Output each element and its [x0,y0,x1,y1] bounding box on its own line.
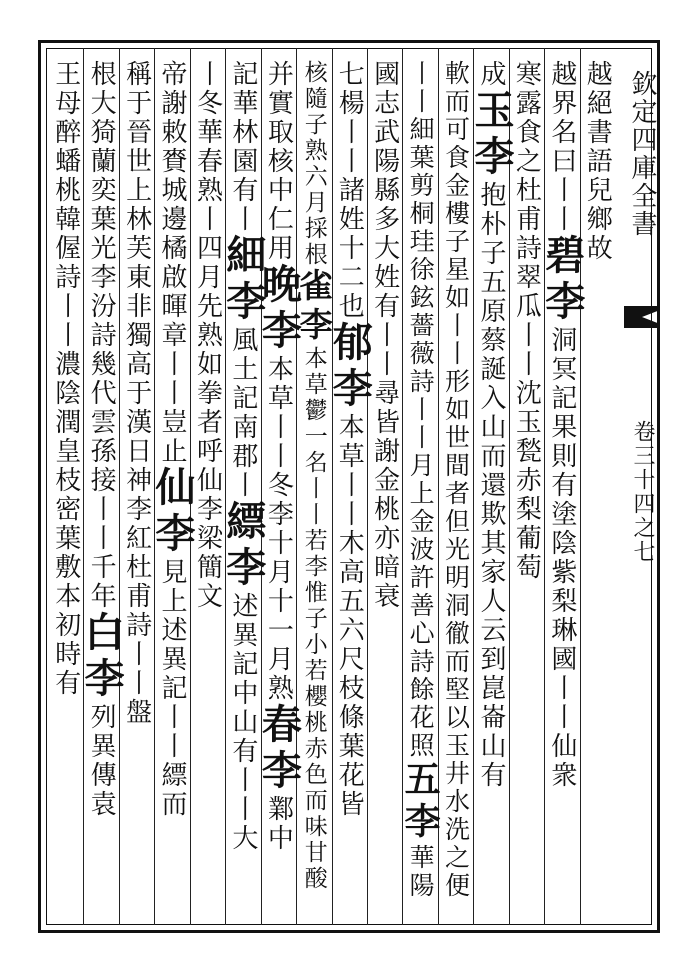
headword: 白李 [78,611,126,703]
column-text: 丨冬華春熟 [192,60,223,205]
volume-label: 卷三十四之七 [630,420,655,564]
column-text: 列異傳袁 [86,703,117,819]
column-text: 本草丨丨冬李十月十一月熟 [263,355,294,703]
headword: 春李 [255,703,303,795]
column-text: 核隨子熟六月採根 [300,60,327,268]
column-text: 本草丨丨木高五六尺枝條葉花皆 [334,413,365,819]
column-text: 述異記中山有丨丨大 [227,592,258,853]
column-text: 寒露 [511,60,542,118]
headword: 五李 [399,760,442,844]
text-column [149,60,197,920]
text-column [219,60,267,920]
text-column [326,60,374,920]
column-text: 成 [475,60,506,89]
headword: 玉李 [467,89,515,181]
margin-strip [624,40,660,933]
column-text: 王母醉蟠桃韓偓詩丨丨濃陰潤皇枝密葉敷 [50,60,81,582]
text-column [436,60,476,920]
column-text: 洞冥記果則有塗陰紫梨琳國丨丨仙衆 [546,326,577,790]
text-column [255,60,303,920]
column-text: 如拳者呼仙李梁簡文 [192,350,223,611]
text-column [117,60,157,920]
headword: 仙李 [149,466,197,558]
headword: 縹李 [219,500,267,592]
column-text: 軟而可食金樓子星如丨丨形如世間者但光明洞徹而堅以玉井水洗之便 [441,60,471,900]
column-text: 并實取核中仁用 [263,60,294,263]
text-column [78,60,126,920]
headword: 晚李 [255,263,303,355]
column-text: 食之杜甫詩翠瓜丨丨沈玉甃赤梨葡萄 [511,118,542,582]
text-column [400,60,440,920]
column-text: 國志武陽縣多大姓有丨丨尋皆謝金桃亦暗衰 [369,60,400,611]
column-text: 本草鬱一名丨丨若李惟子小若櫻桃赤色而味甘酸 [300,346,327,892]
column-text: 本初時有 [50,582,81,698]
column-text: 越界名曰丨丨 [546,60,577,234]
column-text: 華陽 [406,844,436,900]
headword: 郁李 [326,321,374,413]
column-text: 帝謝敕賚城邊橘啟暉章丨丨豈止 [157,60,188,466]
text-column [467,60,515,920]
column-text: 越絕書語兒鄉故 [582,60,613,263]
column-text: 稱于晉世上林芙東非獨高于漢日 [121,60,152,466]
column-text: 根大猗蘭奕葉光李汾詩幾代雲孫接丨丨千年 [86,60,117,611]
column-text: 見上述異記丨丨縹而 [157,558,188,819]
text-column [577,60,617,920]
text-column [538,60,586,920]
headword: 碧李 [538,234,586,326]
column-text: 抱朴子五原蔡誕入山而還欺其家人云到崑崙山有 [475,181,506,790]
fish-tail-mark-icon [624,300,660,334]
headword: 細李 [219,234,267,326]
column-text: 神李紅杜甫詩丨丨盤 [121,466,152,727]
column-text: 風土記南郡丨 [227,326,258,500]
column-text: 七楊丨丨諸姓十二也 [334,60,365,321]
text-column [365,60,405,920]
column-text: 丨四月先熟 [192,205,223,350]
text-column [506,60,546,920]
column-text: 記華林園有丨 [227,60,258,234]
book-title: 欽定四庫全書 [627,70,657,238]
column-text: 丨丨細葉剪桐珪徐鉉薔薇詩丨丨月上金波許善心詩餘花照 [406,60,436,760]
text-column [46,60,86,920]
column-text: 鄴中 [263,795,294,853]
headword: 雀李 [294,268,334,346]
